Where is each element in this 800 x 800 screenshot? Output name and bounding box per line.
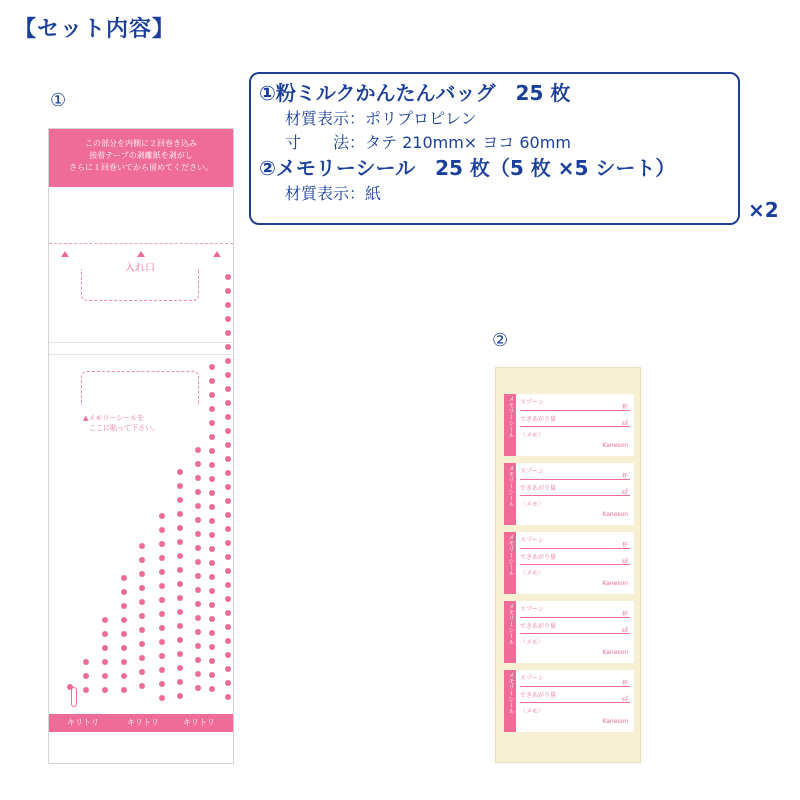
memory-seal	[504, 532, 634, 594]
graduation-dot	[195, 503, 201, 509]
graduation-dot	[195, 489, 201, 495]
graduation-dot	[225, 540, 231, 546]
graduation-dot	[225, 680, 231, 686]
seal-strip	[504, 463, 516, 525]
rule-line	[520, 479, 630, 480]
graduation-dot	[225, 498, 231, 504]
graduation-dot	[209, 644, 215, 650]
memo-label: 〈メモ〉	[520, 639, 545, 646]
graduation-dot	[225, 582, 231, 588]
graduation-dot	[225, 610, 231, 616]
graduation-dot	[195, 531, 201, 537]
graduation-dot	[209, 602, 215, 608]
seal-heading: ②メモリーシール 25 枚（5 枚 ×5 シート）	[259, 156, 676, 180]
seal-strip-label: メモリーシール	[507, 603, 514, 645]
seal-strip	[504, 532, 516, 594]
graduation-dot	[83, 659, 89, 665]
spoon-label: スプーン	[520, 399, 544, 406]
graduation-dot	[225, 512, 231, 518]
memory-seal	[504, 463, 634, 525]
seal-strip	[504, 394, 516, 456]
graduation-dot	[209, 504, 215, 510]
rule-line	[520, 617, 630, 618]
graduation-dot	[225, 484, 231, 490]
graduation-dot	[159, 527, 165, 533]
graduation-dot	[209, 686, 215, 692]
graduation-dot	[177, 679, 183, 685]
graduation-dot	[195, 517, 201, 523]
graduation-dot	[121, 687, 127, 693]
graduation-dot	[225, 638, 231, 644]
cut-label: キリトリ	[127, 718, 159, 727]
graduation-dot	[195, 545, 201, 551]
graduation-dot	[121, 603, 127, 609]
graduation-dot	[209, 560, 215, 566]
memo-label: 〈メモ〉	[520, 570, 545, 577]
graduation-dot	[139, 585, 145, 591]
graduation-dot	[195, 643, 201, 649]
graduation-dot	[159, 597, 165, 603]
graduation-dot	[139, 599, 145, 605]
graduation-dot	[225, 274, 231, 280]
graduation-dot	[209, 392, 215, 398]
graduation-dot	[83, 687, 89, 693]
memory-seal-sheet	[495, 367, 641, 763]
spoon-unit: 杯	[621, 611, 628, 618]
graduation-dot	[209, 434, 215, 440]
kaneson-logo: Kaneson	[602, 649, 628, 656]
memory-seal	[504, 601, 634, 663]
graduation-dot	[177, 525, 183, 531]
graduation-dot	[209, 532, 215, 538]
milk-bag-illustration	[48, 128, 234, 764]
graduation-dot	[177, 497, 183, 503]
seal-strip	[504, 670, 516, 732]
graduation-dot	[209, 406, 215, 412]
graduation-dot	[177, 609, 183, 615]
graduation-dot	[83, 673, 89, 679]
amount-unit: ㎖	[621, 558, 628, 565]
instruction-line: さらに１回巻いてから留めてください。	[69, 163, 213, 172]
cut-band	[49, 714, 233, 732]
graduation-dot	[177, 665, 183, 671]
graduation-dot	[225, 666, 231, 672]
graduation-dot	[195, 559, 201, 565]
instruction-line: 接着テープの剥離紙を剥がし	[89, 151, 193, 160]
inlet-label: 入れ口	[125, 263, 155, 274]
graduation-dot	[225, 470, 231, 476]
graduation-dot	[121, 645, 127, 651]
amount-label: できあがり量	[520, 623, 557, 630]
seal-marker: ②	[492, 330, 509, 351]
graduation-dot	[225, 330, 231, 336]
contents-info-box	[249, 72, 740, 225]
amount-unit: ㎖	[621, 420, 628, 427]
graduation-dot	[139, 571, 145, 577]
rule-line	[520, 426, 630, 427]
bag-heading: ①粉ミルクかんたんバッグ 25 枚	[259, 81, 571, 105]
arrow-up-icon	[61, 251, 69, 257]
graduation-dot	[177, 567, 183, 573]
spoon-label: スプーン	[520, 606, 544, 613]
instruction-line: この部分を内側に２回巻き込み	[85, 139, 197, 148]
graduation-dot	[195, 615, 201, 621]
graduation-dot	[139, 683, 145, 689]
graduation-dot	[195, 461, 201, 467]
seal-strip-label: メモリーシール	[507, 396, 514, 438]
graduation-dot	[225, 694, 231, 700]
kaneson-logo: Kaneson	[602, 718, 628, 725]
memo-hint: ここに貼って下さい。	[89, 424, 159, 432]
graduation-dot	[139, 655, 145, 661]
seal-strip-label: メモリーシール	[507, 465, 514, 507]
fold-line	[49, 243, 233, 244]
graduation-dot	[225, 302, 231, 308]
graduation-dot	[102, 687, 108, 693]
arrow-up-icon	[137, 251, 145, 257]
rule-line	[520, 410, 630, 411]
seal-material: 材質表示：紙	[285, 184, 382, 203]
graduation-dot	[225, 372, 231, 378]
graduation-dot	[195, 671, 201, 677]
graduation-dot	[209, 378, 215, 384]
spoon-label: スプーン	[520, 468, 544, 475]
graduation-dot	[121, 575, 127, 581]
bag-material: 材質表示：ポリプロピレン	[285, 109, 477, 128]
graduation-dot	[225, 554, 231, 560]
amount-unit: ㎖	[621, 489, 628, 496]
graduation-dot	[225, 442, 231, 448]
graduation-dot	[159, 681, 165, 687]
memory-seal	[504, 394, 634, 456]
memo-label: 〈メモ〉	[520, 432, 545, 439]
graduation-dot	[195, 573, 201, 579]
hang-slot	[71, 687, 77, 707]
graduation-dot	[225, 344, 231, 350]
memo-label: 〈メモ〉	[520, 501, 545, 508]
graduation-dot	[195, 587, 201, 593]
graduation-dot	[225, 316, 231, 322]
graduation-dot	[195, 685, 201, 691]
graduation-dot	[67, 684, 73, 690]
kaneson-logo: Kaneson	[602, 580, 628, 587]
graduation-dot	[209, 630, 215, 636]
cut-label: キリトリ	[183, 718, 215, 727]
memo-pocket	[81, 371, 199, 405]
rule-line	[520, 702, 630, 703]
rule-line	[520, 686, 630, 687]
spoon-label: スプーン	[520, 537, 544, 544]
spoon-label: スプーン	[520, 675, 544, 682]
spoon-unit: 杯	[621, 404, 628, 411]
graduation-dot	[209, 448, 215, 454]
graduation-dot	[209, 364, 215, 370]
graduation-dot	[159, 555, 165, 561]
graduation-dot	[209, 420, 215, 426]
graduation-dot	[159, 541, 165, 547]
seal-strip-label: メモリーシール	[507, 672, 514, 714]
graduation-dot	[102, 645, 108, 651]
graduation-dot	[102, 631, 108, 637]
graduation-dot	[159, 583, 165, 589]
rule-line	[520, 564, 630, 565]
rule-line	[520, 633, 630, 634]
graduation-dot	[102, 617, 108, 623]
graduation-dot	[209, 490, 215, 496]
graduation-dot	[209, 518, 215, 524]
graduation-dot	[177, 651, 183, 657]
graduation-dot	[159, 611, 165, 617]
graduation-dot	[139, 641, 145, 647]
memo-hint: ▲メモリーシールを	[83, 414, 145, 422]
graduation-dot	[159, 695, 165, 701]
graduation-dot	[225, 456, 231, 462]
cut-label: キリトリ	[67, 718, 99, 727]
amount-label: できあがり量	[520, 692, 557, 699]
graduation-dot	[195, 475, 201, 481]
graduation-dot	[225, 568, 231, 574]
graduation-dot	[177, 539, 183, 545]
spoon-unit: 杯	[621, 542, 628, 549]
graduation-dot	[177, 469, 183, 475]
graduation-dot	[139, 669, 145, 675]
amount-label: できあがり量	[520, 554, 557, 561]
graduation-dot	[225, 400, 231, 406]
spoon-unit: 杯	[621, 680, 628, 687]
graduation-dot	[159, 513, 165, 519]
kaneson-logo: Kaneson	[602, 511, 628, 518]
graduation-dot	[159, 639, 165, 645]
graduation-dot	[102, 659, 108, 665]
graduation-dot	[225, 526, 231, 532]
rule-line	[520, 495, 630, 496]
graduation-dot	[209, 546, 215, 552]
graduation-dot	[209, 616, 215, 622]
graduation-dot	[225, 288, 231, 294]
graduation-dot	[209, 476, 215, 482]
graduation-dot	[139, 627, 145, 633]
seam-line	[49, 342, 233, 343]
graduation-dot	[225, 428, 231, 434]
graduation-dot	[209, 588, 215, 594]
graduation-dot	[209, 574, 215, 580]
graduation-dot	[195, 601, 201, 607]
graduation-dot	[195, 657, 201, 663]
graduation-dot	[159, 667, 165, 673]
seal-strip	[504, 601, 516, 663]
graduation-dot	[225, 596, 231, 602]
graduation-dot	[139, 543, 145, 549]
kaneson-logo: Kaneson	[602, 442, 628, 449]
graduation-dot	[225, 414, 231, 420]
amount-label: できあがり量	[520, 485, 557, 492]
graduation-dot	[159, 653, 165, 659]
spoon-unit: 杯	[621, 473, 628, 480]
graduation-dot	[195, 629, 201, 635]
graduation-dot	[177, 623, 183, 629]
graduation-dot	[177, 553, 183, 559]
memory-seal	[504, 670, 634, 732]
graduation-dot	[177, 595, 183, 601]
bag-marker: ①	[50, 90, 67, 111]
graduation-dot	[209, 462, 215, 468]
inlet-pocket	[81, 269, 199, 301]
graduation-dot	[177, 693, 183, 699]
graduation-dot	[159, 569, 165, 575]
amount-unit: ㎖	[621, 696, 628, 703]
amount-label: できあがり量	[520, 416, 557, 423]
bag-dimensions: 寸 法：タテ 210mm× ヨコ 60mm	[285, 133, 571, 152]
graduation-dot	[177, 637, 183, 643]
seal-strip-label: メモリーシール	[507, 534, 514, 576]
rule-line	[520, 548, 630, 549]
graduation-dot	[121, 631, 127, 637]
graduation-dot	[102, 673, 108, 679]
graduation-dot	[209, 672, 215, 678]
page-title: 【セット内容】	[14, 17, 176, 42]
graduation-dot	[225, 386, 231, 392]
graduation-dot	[177, 483, 183, 489]
graduation-dot	[209, 658, 215, 664]
graduation-dot	[121, 589, 127, 595]
graduation-dot	[121, 673, 127, 679]
graduation-dot	[225, 358, 231, 364]
graduation-dot	[139, 613, 145, 619]
seam-line	[49, 354, 233, 355]
amount-unit: ㎖	[621, 627, 628, 634]
graduation-dot	[177, 581, 183, 587]
memo-label: 〈メモ〉	[520, 708, 545, 715]
graduation-dot	[177, 511, 183, 517]
graduation-dot	[159, 625, 165, 631]
quantity-multiplier: ×2	[748, 198, 779, 222]
graduation-dot	[225, 624, 231, 630]
arrow-up-icon	[213, 251, 221, 257]
graduation-dot	[121, 659, 127, 665]
graduation-dot	[195, 447, 201, 453]
graduation-dot	[139, 557, 145, 563]
instruction-band	[49, 129, 233, 187]
graduation-dot	[225, 652, 231, 658]
graduation-dot	[121, 617, 127, 623]
